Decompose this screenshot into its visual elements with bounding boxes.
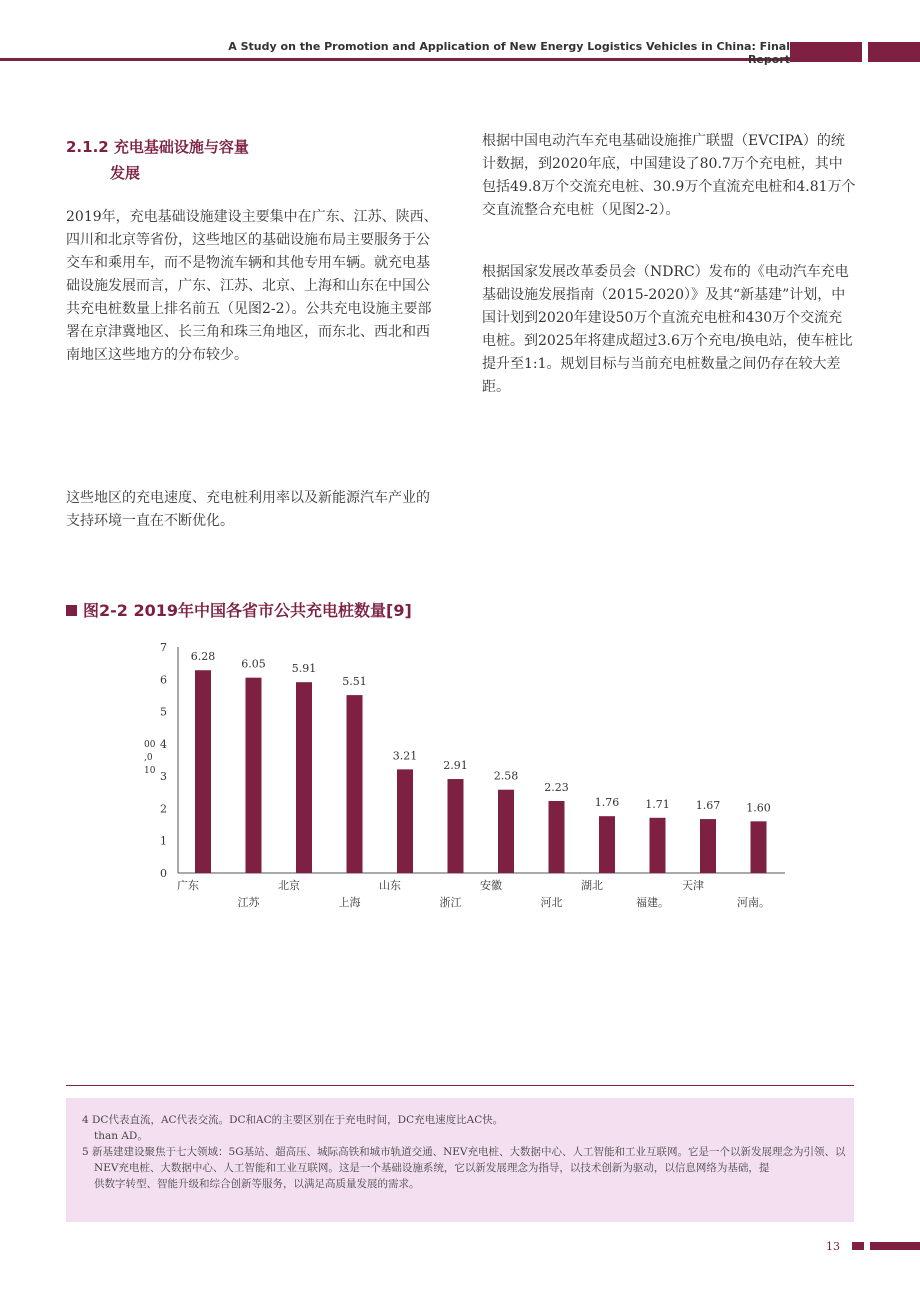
footnote-5: 5 新基建建设聚焦于七大领域：5G基站、超高压、城际高铁和城市轨道交通、NEV充电桩、大数据中心、人工智能和工业互联网。它是一个以新发展理念为引领、以: [82, 1146, 846, 1158]
figure-title: [66, 598, 412, 621]
bar: [700, 819, 716, 873]
category-label: 福建。: [636, 896, 669, 909]
paragraph-left-2: 这些地区的充电速度、充电桩利用率以及新能源汽车产业的支持环境一直在不断优化。: [66, 490, 430, 529]
category-label: 河南。: [737, 896, 770, 909]
y-tick-label: 5: [160, 705, 167, 719]
bar-chart: [140, 635, 800, 925]
y-tick-label: 7: [160, 641, 167, 654]
section-heading-line2: 发展: [110, 164, 141, 182]
bar: [549, 801, 565, 873]
category-label: 上海: [338, 896, 361, 909]
category-label: 山东: [379, 879, 401, 892]
page-number-accent-right: [870, 1242, 920, 1250]
data-label: 2.23: [544, 781, 569, 795]
data-label: 1.71: [645, 797, 670, 811]
bar: [246, 678, 262, 873]
page-number-accent: [852, 1242, 864, 1250]
bar: [599, 816, 615, 873]
data-label: 1.76: [594, 796, 620, 810]
data-label: 6.28: [190, 650, 216, 664]
category-label: 江苏: [237, 896, 260, 909]
bar: [498, 790, 514, 873]
bar: [296, 682, 312, 873]
bar: [448, 779, 464, 873]
data-label: 1.67: [695, 799, 721, 813]
y-tick-label: 0: [160, 867, 167, 880]
section-heading-line1: 2.1.2 充电基础设施与容量: [66, 138, 249, 156]
footnote-4-cont: than AD。: [94, 1130, 148, 1142]
header-accent-block-right: [868, 42, 920, 62]
page-number: 13: [826, 1240, 840, 1253]
footnote-5-cont: NEV充电桩、大数据中心、人工智能和工业互联网。这是一个基础设施系统，它以新发展理念为指导，以技术创新为驱动，以信息网络为基础，提: [94, 1162, 770, 1174]
category-label: 北京: [278, 879, 300, 892]
bar: [195, 670, 211, 873]
section-heading: [66, 134, 249, 186]
paragraph-right-1: 根据中国电动汽车充电基础设施推广联盟（EVCIPA）的统计数据，到2020年底，中国建设了80.7万个充电桩，其中包括49.8万个交流充电桩、30.9万个直流充电桩和4.81万个交直流整合充电桩（见图2-2）。: [482, 133, 856, 218]
y-tick-label: 2: [160, 802, 167, 816]
category-label: 河北: [540, 896, 563, 909]
y-axis-label-fragment: ,0: [144, 753, 153, 763]
footnote-box: [66, 1098, 854, 1222]
figure-title-square-icon: [66, 605, 77, 616]
y-tick-label: 4: [160, 737, 167, 751]
bar: [650, 818, 666, 873]
bar: [397, 769, 413, 873]
category-label: 广东: [177, 879, 199, 892]
data-label: 5.51: [342, 675, 367, 689]
category-label: 湖北: [581, 879, 603, 892]
data-label: 3.21: [392, 749, 418, 763]
footnote-rule: [66, 1085, 854, 1086]
y-axis-label-fragment: 00: [144, 740, 156, 750]
y-tick-label: 3: [160, 770, 167, 784]
figure-title-text: 图2-2 2019年中国各省市公共充电桩数量[9]: [83, 601, 412, 620]
y-axis-label-fragment: 10: [144, 766, 156, 776]
y-tick-label: 6: [160, 673, 167, 687]
paragraph-right-2: 根据国家发展改革委员会（NDRC）发布的《电动汽车充电基础设施发展指南（2015-2020）》及其“新基建”计划，中国计划到2020年建设50万个直流充电桩和430万个交流充电桩。到2025年将建成超过3.6万个充电/换电站，使车桩比提升至1:1。规划目标与当前充电桩数量之间仍存在较大差距。: [482, 264, 853, 395]
data-label: 6.05: [241, 657, 266, 671]
y-tick-label: 1: [160, 834, 167, 848]
footnote-5-cont2: 供数字转型、智能升级和综合创新等服务，以满足高质量发展的需求。: [94, 1178, 420, 1190]
running-header: A Study on the Promotion and Application of New Energy Logistics Vehicles in China: Final Report: [228, 40, 790, 66]
category-label: 天津: [682, 879, 704, 892]
category-label: 安徽: [480, 879, 502, 892]
data-label: 2.91: [443, 759, 468, 773]
footnote-4: 4 DC代表直流，AC代表交流。DC和AC的主要区别在于充电时间，DC充电速度比AC快。: [82, 1114, 504, 1126]
header-accent-block: [790, 42, 862, 62]
category-label: 浙江: [439, 896, 462, 909]
bar: [751, 821, 767, 873]
bar: [347, 695, 363, 873]
data-label: 5.91: [291, 662, 317, 676]
paragraph-left-1: 2019年，充电基础设施建设主要集中在广东、江苏、陕西、四川和北京等省份，这些地区的基础设施布局主要服务于公交车和乘用车，而不是物流车辆和其他专用车辆。就充电基础设施发展而言，广东、江苏、北京、上海和山东在中国公共充电桩数量上排名前五（见图2-2）。公共充电设施主要部署在京津冀地区、长三角和珠三角地区，而东北、西北和西南地区这些地方的分布较少。: [66, 209, 438, 363]
data-label: 2.58: [493, 769, 519, 783]
data-label: 1.60: [746, 801, 771, 815]
